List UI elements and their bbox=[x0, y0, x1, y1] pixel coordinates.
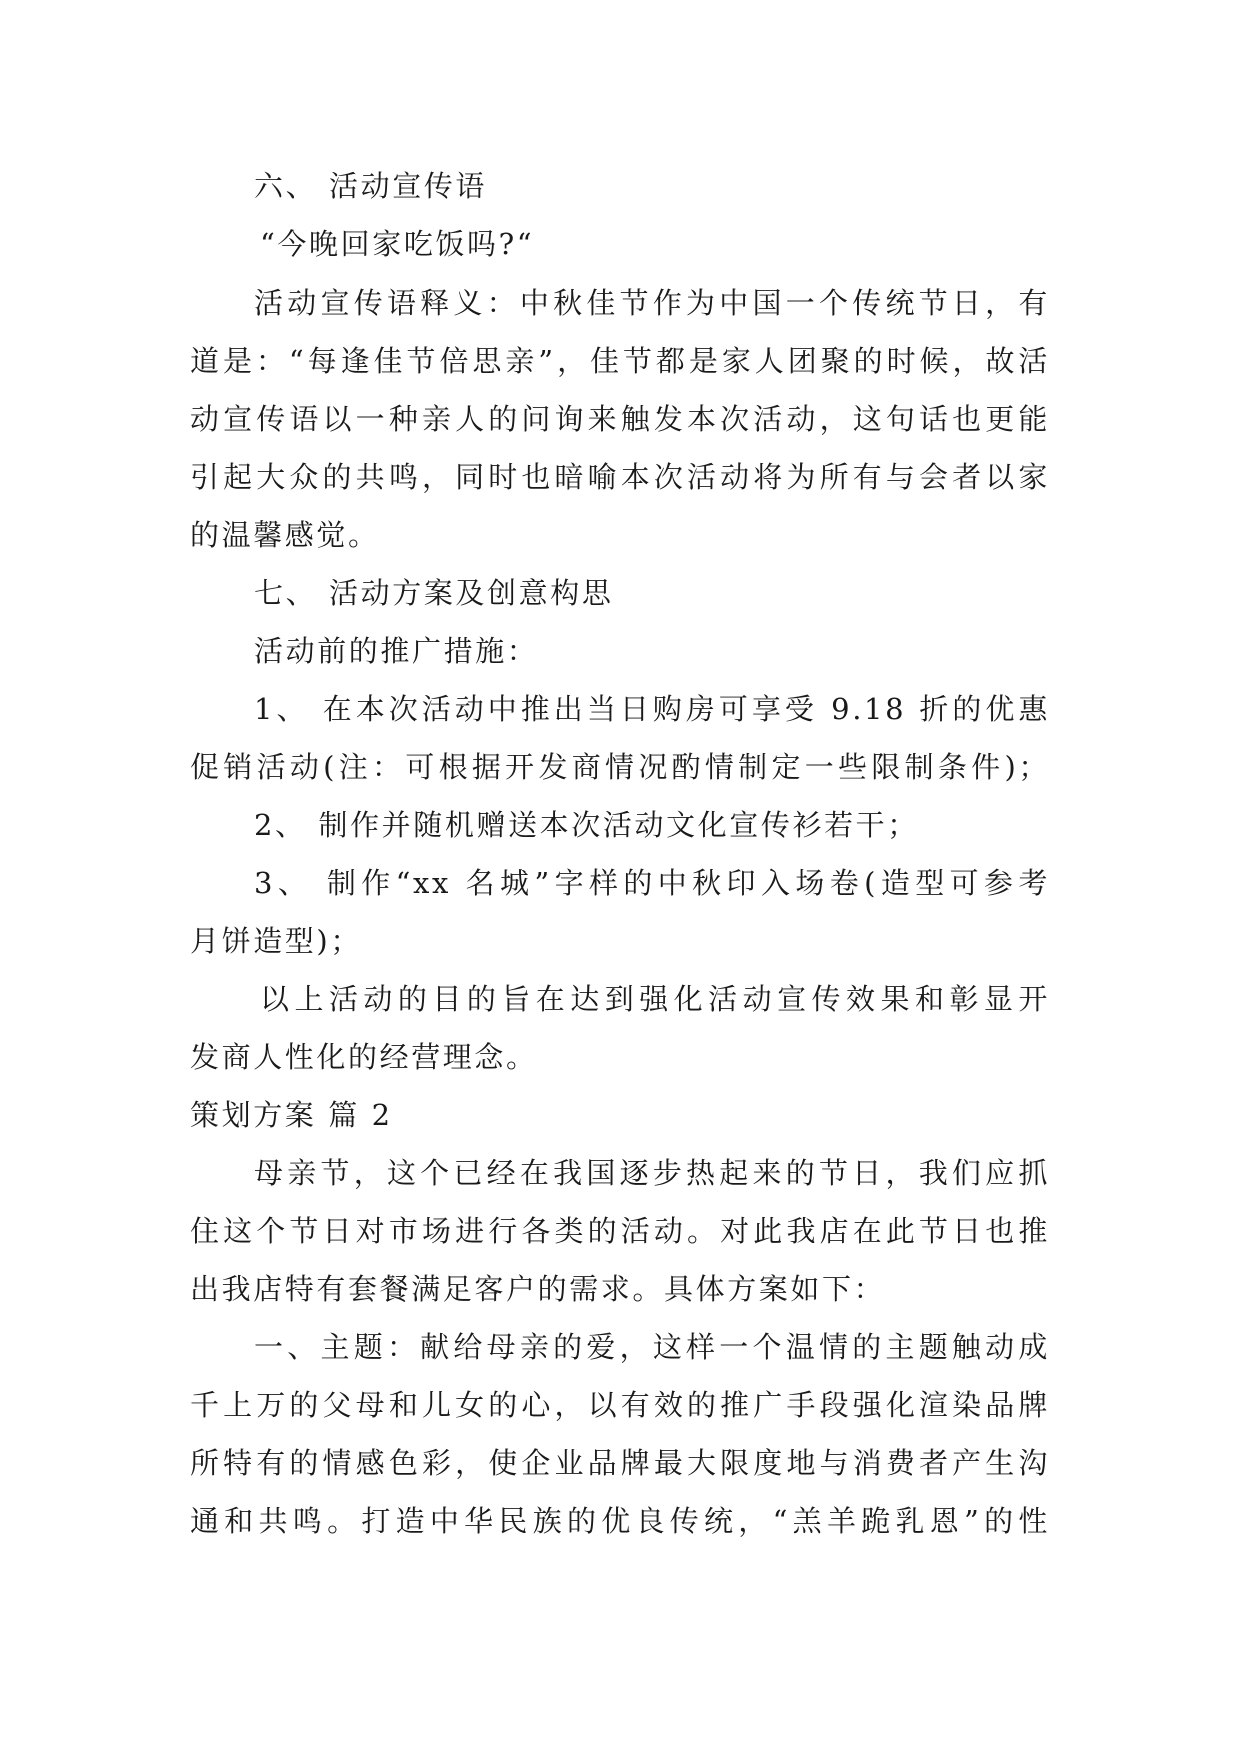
paragraph-line: 通和共鸣。打造中华民族的优良传统，“羔羊跪乳恩”的性 bbox=[190, 1504, 1050, 1538]
section-heading-six: 六、 活动宣传语 bbox=[254, 169, 488, 203]
paragraph-line: 出我店特有套餐满足客户的需求。具体方案如下： bbox=[190, 1272, 886, 1306]
paragraph-line: 母亲节，这个已经在我国逐步热起来的节日，我们应抓 bbox=[254, 1156, 1050, 1190]
paragraph-line: 月饼造型)； bbox=[190, 924, 362, 958]
paragraph-line: 所特有的情感色彩，使企业品牌最大限度地与消费者产生沟 bbox=[190, 1446, 1050, 1480]
paragraph-line: 住这个节日对市场进行各类的活动。对此我店在此节日也推 bbox=[190, 1214, 1050, 1248]
section-heading-seven: 七、 活动方案及创意构思 bbox=[254, 576, 614, 610]
list-item-1: 1、 在本次活动中推出当日购房可享受 9.18 折的优惠 bbox=[254, 692, 1050, 726]
paragraph-line: 道是：“每逢佳节倍思亲”，佳节都是家人团聚的时候，故活 bbox=[190, 344, 1050, 378]
section-title: 策划方案 篇 2 bbox=[190, 1098, 393, 1132]
paragraph-line: 发商人性化的经营理念。 bbox=[190, 1040, 538, 1074]
list-item-3: 3、 制作“xx 名城”字样的中秋印入场卷(造型可参考 bbox=[254, 866, 1050, 900]
paragraph-line: 动宣传语以一种亲人的问询来触发本次活动，这句话也更能 bbox=[190, 402, 1050, 436]
paragraph-line: 的温馨感觉。 bbox=[190, 518, 380, 552]
paragraph-line: 引起大众的共鸣，同时也暗喻本次活动将为所有与会者以家 bbox=[190, 460, 1050, 494]
paragraph-line: 活动宣传语释义：中秋佳节作为中国一个传统节日，有 bbox=[254, 286, 1050, 320]
paragraph-line: 千上万的父母和儿女的心，以有效的推广手段强化渲染品牌 bbox=[190, 1388, 1050, 1422]
paragraph-line: 以上活动的目的旨在达到强化活动宣传效果和彰显开 bbox=[260, 982, 1050, 1016]
paragraph-line: 活动前的推广措施： bbox=[254, 634, 539, 668]
paragraph-line: 促销活动(注：可根据开发商情况酌情制定一些限制条件)； bbox=[190, 750, 1050, 784]
paragraph-line: 一、主题：献给母亲的爱，这样一个温情的主题触动成 bbox=[254, 1330, 1050, 1364]
list-item-2: 2、 制作并随机赠送本次活动文化宣传衫若干； bbox=[254, 808, 919, 842]
slogan-text: “今晚回家吃饭吗?“ bbox=[260, 227, 535, 261]
